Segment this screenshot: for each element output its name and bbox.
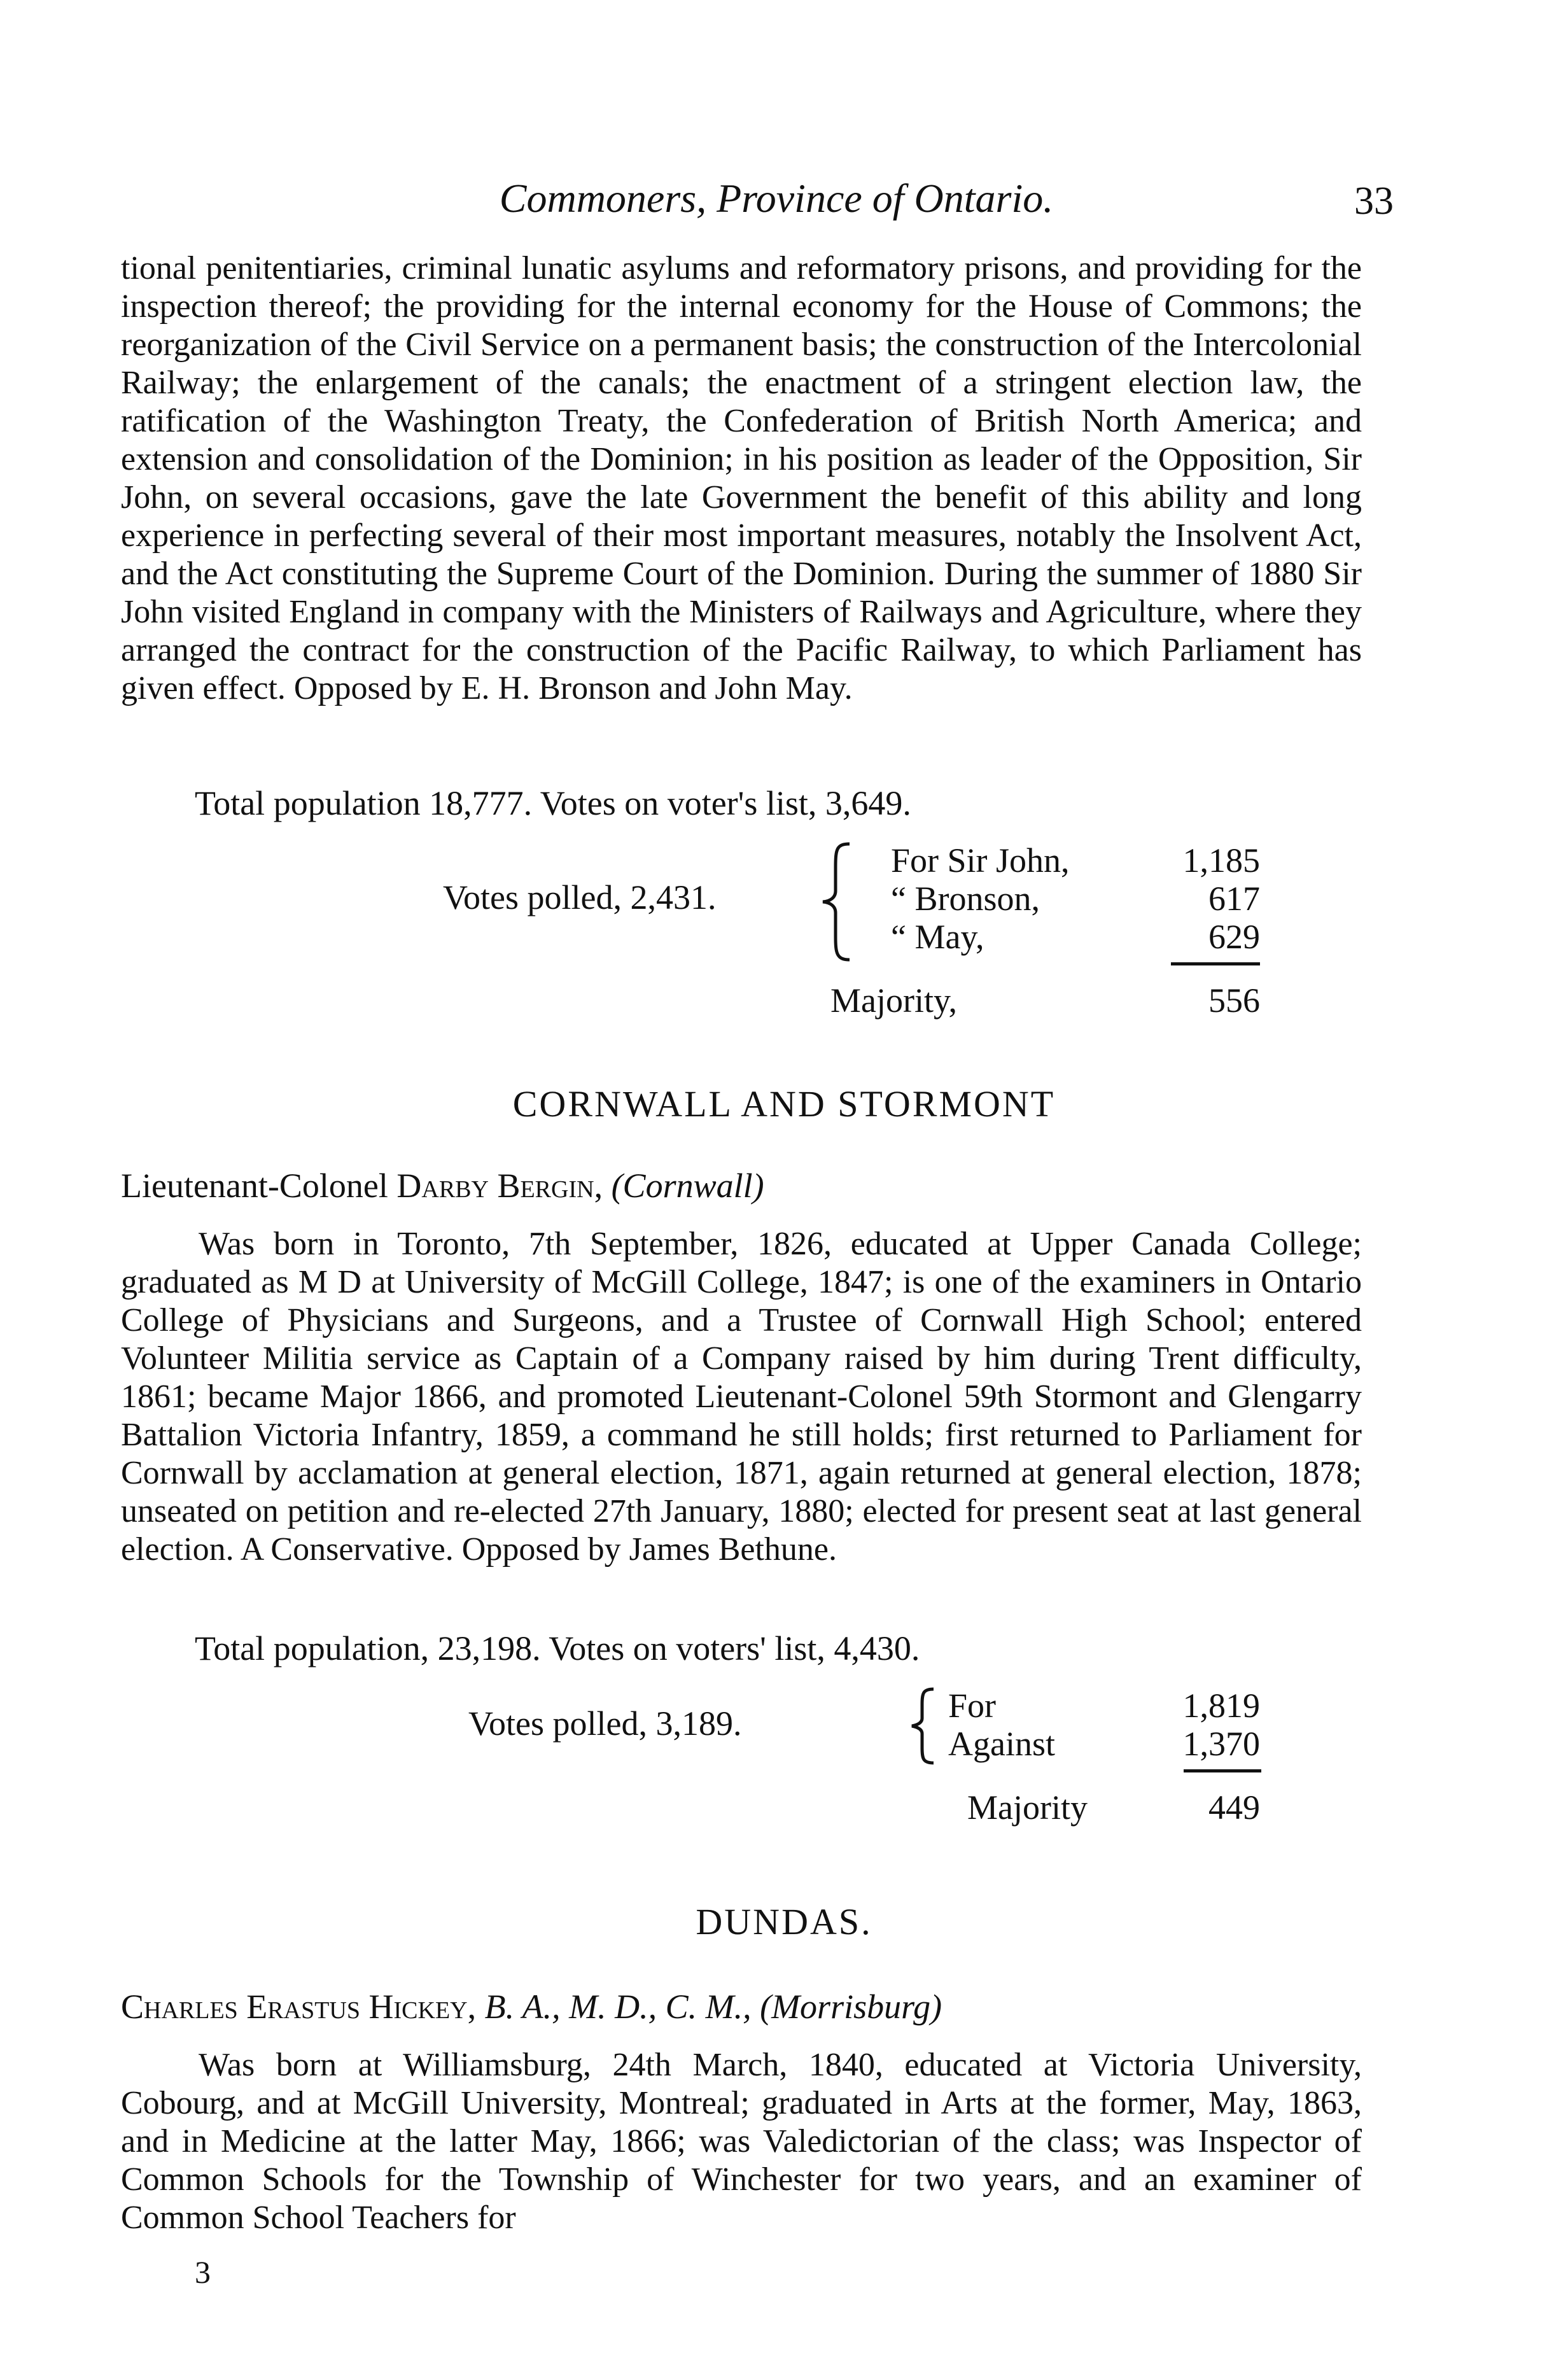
sum-rule	[1184, 1769, 1261, 1772]
member-line-cornwall	[121, 1165, 1394, 1207]
continued-paragraph: tional penitentiaries, criminal lunatic asylums and reformatory prisons, and providing for the inspection thereof; the providing for the internal economy for the House of Commons; the reorganization of the Civil Service on a permanent basis; the construction of the Intercolonial Railway; the enlargement of the canals; the enactment of a stringent election law, the ratification of the Washington Treaty, the Confederation of British North America; and extension and consolidation of the Dominion; in his position as leader of the Opposition, Sir John, on several occasions, gave the late Government the benefit of this ability and long experience in perfecting several of their most important measures, notably the Insolvent Act, and the Act constituting the Supreme Court of the Dominion. During the summer of 1880 Sir John visited England in company with the Ministers of Railways and Agriculture, where they arranged the contract for the construction of the Pacific Railway, to which Parliament has given effect. Opposed by E. H. Bronson and John May.	[121, 250, 1362, 706]
ottawa-brace	[818, 841, 856, 962]
member-place: (Cornwall)	[611, 1167, 764, 1205]
member-line-dundas	[121, 1986, 1394, 2028]
running-title: Commoners, Province of Ontario.	[499, 176, 1054, 221]
ottawa-row-label: For Sir John,	[891, 841, 1070, 880]
cornwall-majority-value: 449	[1208, 1788, 1260, 1827]
sum-rule	[1171, 962, 1260, 965]
ottawa-votes-polled: Votes polled, 2,431.	[443, 878, 717, 916]
ottawa-population-line: Total population 18,777. Votes on voter's list, 3,649.	[195, 784, 911, 822]
running-head	[191, 173, 1413, 224]
page-number: 33	[1354, 179, 1394, 223]
ottawa-votes-table	[0, 841, 1568, 1032]
section-heading-cornwall: CORNWALL AND STORMONT	[512, 1083, 1056, 1125]
ottawa-row-value: 1,185	[1182, 841, 1260, 880]
member-place: (Morrisburg)	[760, 1988, 942, 2026]
cornwall-brace	[907, 1687, 939, 1765]
member-degrees: B. A., M. D., C. M.,	[484, 1988, 752, 2026]
member-name: Charles Erastus Hickey,	[121, 1988, 477, 2026]
cornwall-votes-table	[0, 1687, 1568, 1839]
signature-mark: 3	[195, 2254, 211, 2290]
ottawa-row-value: 617	[1208, 880, 1260, 918]
dundas-bio: Was born at Williamsburg, 24th March, 1840, educated at Victoria University, Cobourg, and at McGill University, Montreal; graduated in Arts at the former, May, 1863, and in Medicine at the latter May, 1866; was Valedictorian of the class; was Inspector of Common Schools for the Township of Winchester for two years, and an examiner of Common School Teachers for	[121, 2047, 1362, 2236]
section-heading-dundas: DUNDAS.	[696, 1901, 872, 1942]
member-name: Darby Bergin,	[396, 1167, 603, 1205]
cornwall-row-label: Against	[948, 1725, 1055, 1763]
member-rank: Lieutenant-Colonel	[121, 1167, 388, 1205]
ottawa-majority-label: Majority,	[830, 981, 957, 1020]
cornwall-population-line: Total population, 23,198. Votes on voters' list, 4,430.	[195, 1629, 920, 1667]
ottawa-majority-value: 556	[1208, 981, 1260, 1020]
cornwall-majority-label: Majority	[967, 1788, 1088, 1827]
ottawa-row-label: “ Bronson,	[891, 880, 1040, 918]
cornwall-row-label: For	[948, 1687, 997, 1725]
ottawa-row-value: 629	[1208, 918, 1260, 956]
cornwall-bio: Was born in Toronto, 7th September, 1826, educated at Upper Canada College; graduated as M D at University of McGill College, 1847; is one of the examiners in Ontario College of Physicians and Surgeons, and a Trustee of Cornwall High School; entered Volunteer Militia service as Captain of a Company raised by him during Trent difficulty, 1861; became Major 1866, and promoted Lieutenant-Colonel 59th Stormont and Glengarry Battalion Victoria Infantry, 1859, a command he still holds; first returned to Parliament for Cornwall by acclamation at general election, 1871, again returned at general election, 1878; unseated on petition and re-elected 27th January, 1880; elected for present seat at last general election. A Conservative. Opposed by James Bethune.	[121, 1226, 1362, 1568]
ottawa-row-label: “ May,	[891, 918, 984, 956]
cornwall-row-value: 1,819	[1182, 1687, 1260, 1725]
cornwall-row-value: 1,370	[1182, 1725, 1260, 1763]
cornwall-votes-polled: Votes polled, 3,189.	[468, 1704, 742, 1743]
